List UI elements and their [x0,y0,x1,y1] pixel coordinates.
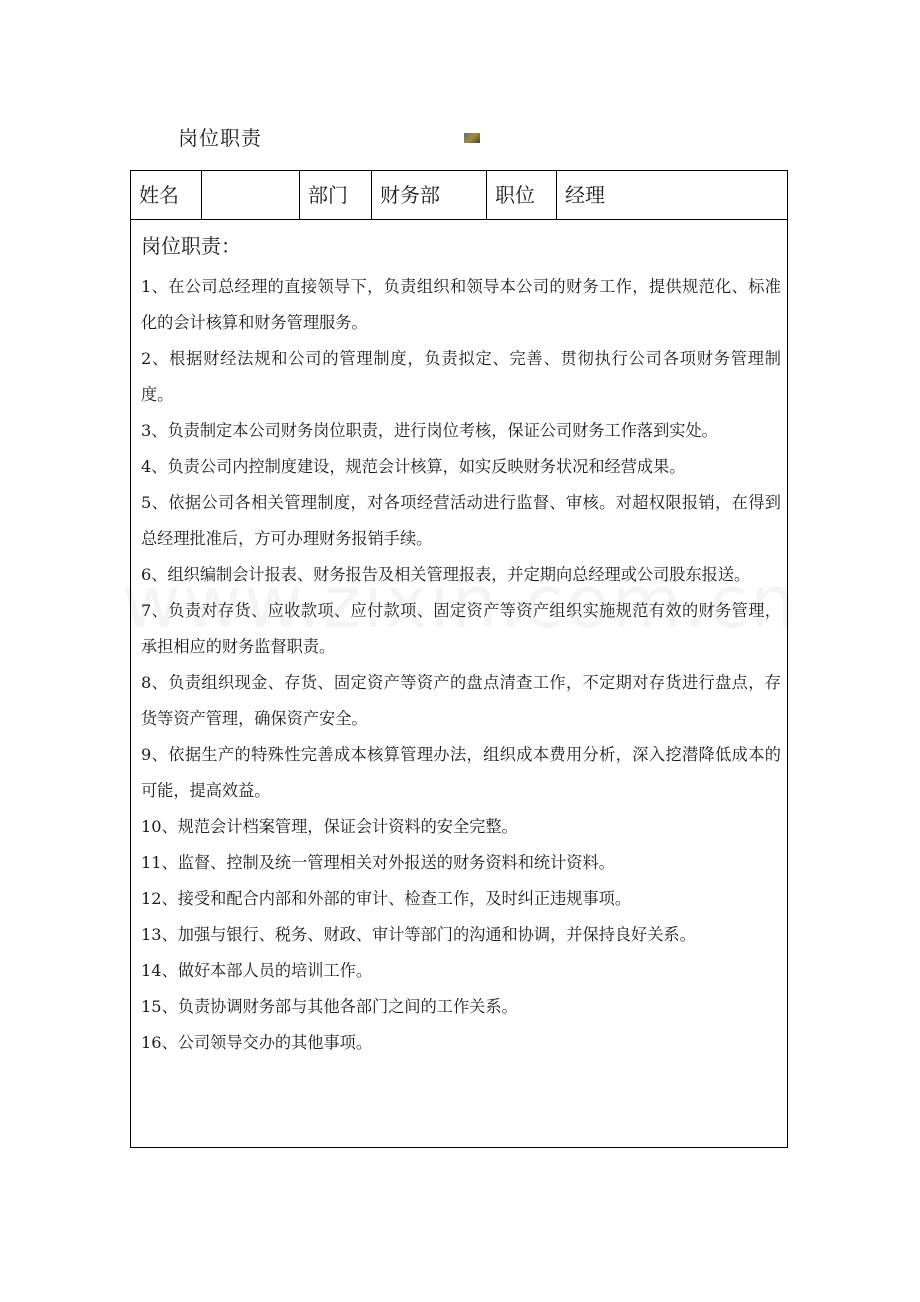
duty-item: 13、加强与银行、税务、财政、审计等部门的沟通和协调，并保持良好关系。 [141,925,696,944]
department-value: 财务部 [372,171,487,219]
duty-item: 16、公司领导交办的其他事项。 [141,1033,373,1052]
duty-item: 15、负责协调财务部与其他各部门之间的工作关系。 [141,997,518,1016]
department-label: 部门 [300,171,372,219]
duty-item: 12、接受和配合内部和外部的审计、检查工作，及时纠正违规事项。 [141,889,632,908]
position-label: 职位 [487,171,557,219]
duty-table [130,170,788,1148]
duty-item: 14、做好本部人员的培训工作。 [141,961,373,980]
duty-item: 5、依据公司各相关管理制度，对各项经营活动进行监督、审核。对超权限报销，在得到总经理批准后，方可办理财务报销手续。 [141,493,781,548]
duties-heading: 岗位职责： [141,234,241,258]
header-row [131,171,787,220]
duty-item: 1、在公司总经理的直接领导下，负责组织和领导本公司的财务工作，提供规范化、标准化的会计核算和财务管理服务。 [141,277,781,332]
duty-item: 6、组织编制会计报表、财务报告及相关管理报表，并定期向总经理或公司股东报送。 [141,565,751,584]
duty-item: 3、负责制定本公司财务岗位职责，进行岗位考核，保证公司财务工作落到实处。 [141,421,718,440]
duty-item: 9、依据生产的特殊性完善成本核算管理办法，组织成本费用分析，深入挖潜降低成本的可能，提高效益。 [141,745,781,800]
duty-item: 11、监督、控制及统一管理相关对外报送的财务资料和统计资料。 [141,853,615,872]
duty-item: 2、根据财经法规和公司的管理制度，负责拟定、完善、贯彻执行公司各项财务管理制度。 [141,349,781,404]
duty-item: 10、规范会计档案管理，保证会计资料的安全完整。 [141,817,518,836]
position-value: 经理 [565,183,605,207]
duty-item: 4、负责公司内控制度建设，规范会计核算，如实反映财务状况和经营成果。 [141,457,686,476]
document-title: 岗位职责 [178,126,262,150]
duty-item: 8、负责组织现金、存货、固定资产等资产的盘点清查工作，不定期对存货进行盘点，存货等资产管理，确保资产安全。 [141,673,781,728]
watermark-text [0,560,920,644]
title-thumbnail-image [464,133,480,143]
name-value [202,171,300,219]
duties-section [141,233,781,1061]
duty-item: 7、负责对存货、应收款项、应付款项、固定资产等资产组织实施规范有效的财务管理，承担相应的财务监督职责。 [141,601,781,656]
name-label: 姓名 [131,171,202,219]
